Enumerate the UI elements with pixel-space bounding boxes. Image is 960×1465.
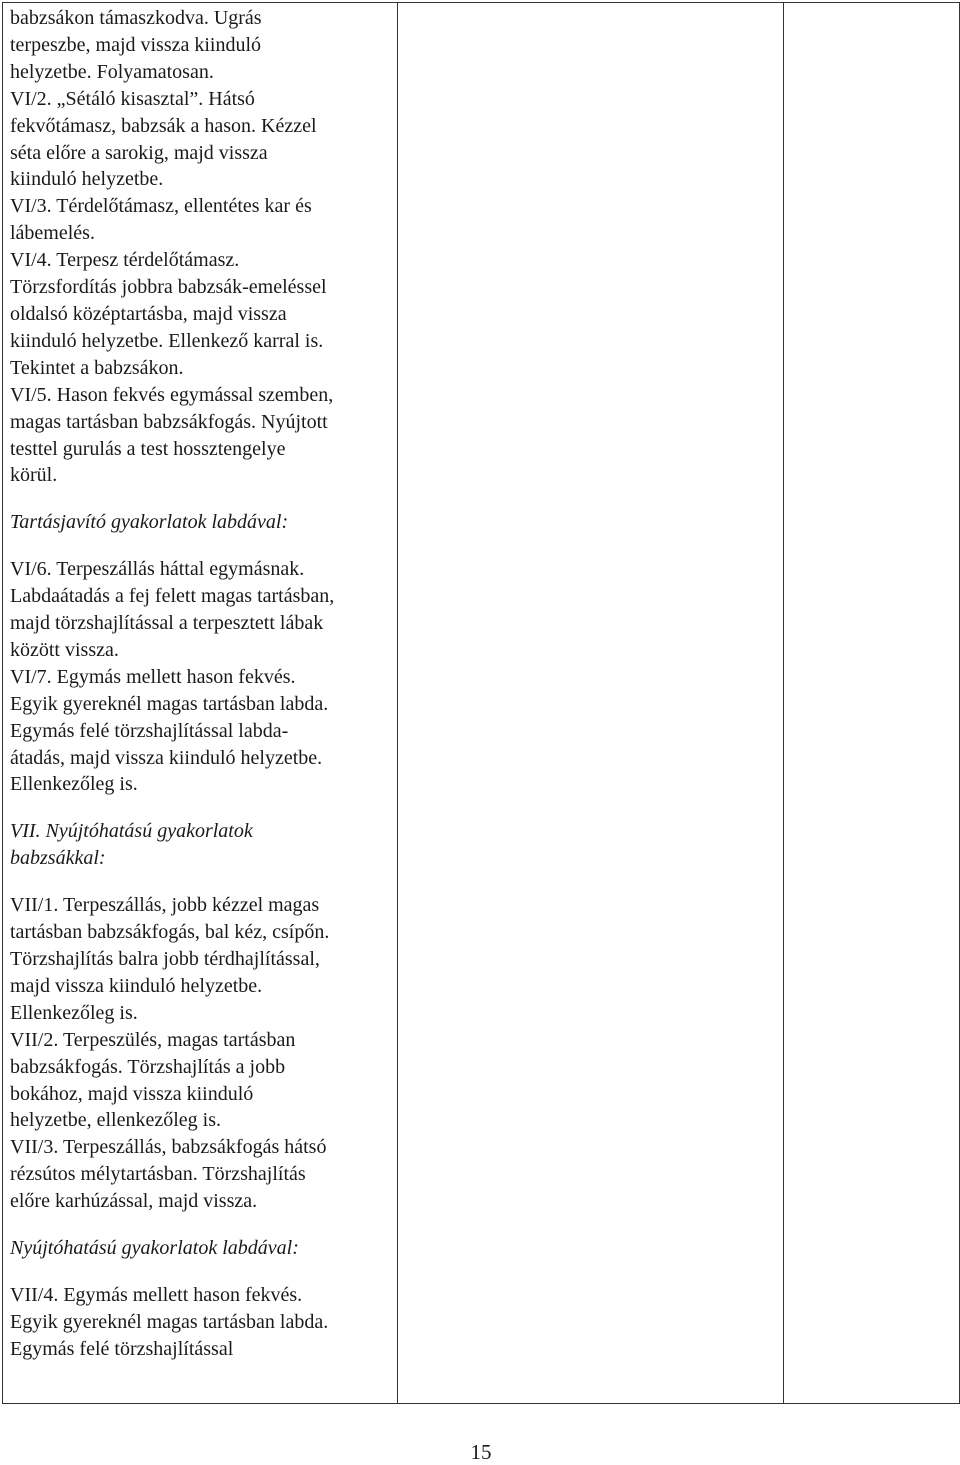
- text-line: babzsákon támaszkodva. Ugrás: [10, 7, 262, 29]
- paragraph-gap: [10, 489, 391, 509]
- text-line: majd vissza kiinduló helyzetbe.: [10, 974, 263, 997]
- text-line: Labdaátadás a fej felett magas tartásban,: [10, 585, 335, 608]
- text-line: magas tartásban babzsákfogás. Nyújtott: [10, 410, 328, 433]
- text-line: VII/4. Egymás mellett hason fekvés.: [10, 1283, 303, 1306]
- text-line: terpeszbe, majd vissza kiinduló: [10, 33, 262, 56]
- text-line: VII/2. Terpeszülés, magas tartásban: [10, 1028, 296, 1051]
- text-line: lábemelés.: [10, 222, 95, 245]
- section-heading-line: Nyújtóhatású gyakorlatok labdával:: [10, 1237, 299, 1260]
- text-line: átadás, majd vissza kiinduló helyzetbe.: [10, 746, 323, 769]
- page-number: 15: [470, 1440, 492, 1464]
- text-line: Egyik gyereknél magas tartásban labda.: [10, 692, 329, 715]
- text-line: bokához, majd vissza kiinduló: [10, 1082, 254, 1105]
- text-line: testtel gurulás a test hossztengelye: [10, 437, 286, 460]
- text-line: VI/7. Egymás mellett hason fekvés.: [10, 665, 296, 688]
- text-line: VI/3. Térdelőtámasz, ellentétes kar és: [10, 195, 312, 218]
- table-row: [3, 3, 960, 1404]
- text-line: oldalsó középtartásba, majd vissza: [10, 302, 287, 325]
- text-line: Tekintet a babzsákon.: [10, 356, 184, 379]
- paragraph-gap: [10, 536, 391, 556]
- exercise-description-cell: [3, 3, 398, 1404]
- paragraph-gap: [10, 1215, 391, 1235]
- text-line: VI/6. Terpeszállás háttal egymásnak.: [10, 558, 305, 581]
- exercise-text: [3, 3, 397, 1363]
- text-line: séta előre a sarokig, majd vissza: [10, 141, 268, 164]
- text-line: majd törzshajlítással a terpesztett lábak: [10, 612, 324, 635]
- text-line: VI/2. „Sétáló kisasztal”. Hátsó: [10, 87, 255, 110]
- text-line: Ellenkezőleg is.: [10, 1001, 138, 1024]
- text-line: Ellenkezőleg is.: [10, 773, 138, 796]
- text-line: előre karhúzással, majd vissza.: [10, 1190, 258, 1213]
- section-heading-line: Tartásjavító gyakorlatok labdával:: [10, 511, 289, 534]
- empty-cell-right: [784, 3, 960, 1404]
- text-line: helyzetbe, ellenkezőleg is.: [10, 1109, 222, 1132]
- text-line: VI/5. Hason fekvés egymással szemben,: [10, 383, 334, 406]
- section-heading-line: babzsákkal:: [10, 847, 106, 870]
- text-line: fekvőtámasz, babzsák a hason. Kézzel: [10, 114, 317, 137]
- text-line: kiinduló helyzetbe. Ellenkező karral is.: [10, 329, 324, 352]
- section-heading-line: VII. Nyújtóhatású gyakorlatok: [10, 820, 253, 843]
- text-line: VI/4. Terpesz térdelőtámasz.: [10, 249, 240, 272]
- text-line: kiinduló helyzetbe.: [10, 168, 164, 191]
- text-line: Egymás felé törzshajlítással: [10, 1337, 234, 1360]
- paragraph-gap: [10, 872, 391, 892]
- text-line: Törzsfordítás jobbra babzsák-emeléssel: [10, 276, 327, 299]
- text-line: rézsútos mélytartásban. Törzshajlítás: [10, 1163, 306, 1186]
- text-line: között vissza.: [10, 638, 119, 661]
- text-line: helyzetbe. Folyamatosan.: [10, 60, 214, 83]
- paragraph-gap: [10, 798, 391, 818]
- empty-cell-middle: [398, 3, 784, 1404]
- text-line: Törzshajlítás balra jobb térdhajlítással,: [10, 948, 320, 970]
- text-line: körül.: [10, 464, 58, 487]
- text-line: babzsákfogás. Törzshajlítás a jobb: [10, 1055, 286, 1078]
- text-line: VII/3. Terpeszállás, babzsákfogás hátsó: [10, 1136, 327, 1159]
- paragraph-gap: [10, 1262, 391, 1282]
- text-line: Egymás felé törzshajlítással labda-: [10, 719, 289, 742]
- exercise-table: [2, 2, 960, 1404]
- text-line: tartásban babzsákfogás, bal kéz, csípőn.: [10, 921, 330, 944]
- text-line: VII/1. Terpeszállás, jobb kézzel magas: [10, 894, 320, 917]
- text-line: Egyik gyereknél magas tartásban labda.: [10, 1310, 329, 1333]
